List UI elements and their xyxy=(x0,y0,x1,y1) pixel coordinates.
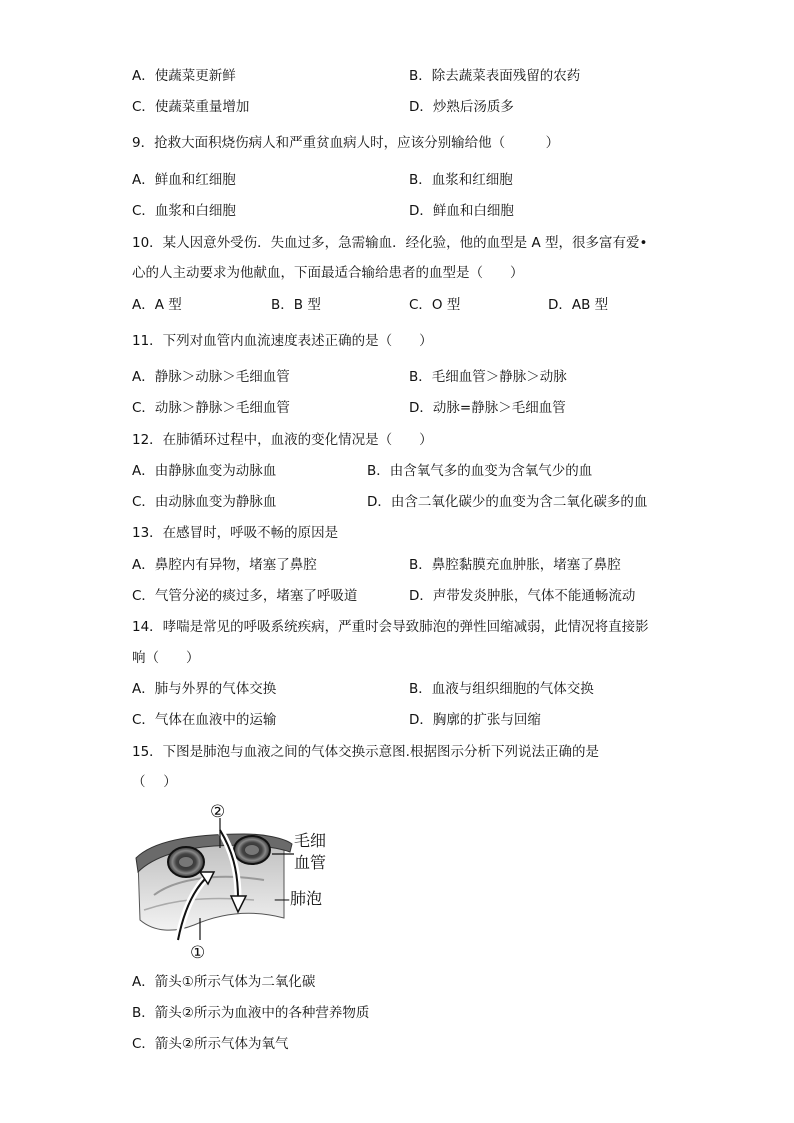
q14-stem-line2: 响（ ） xyxy=(132,650,200,666)
q11-option-a: A．静脉＞动脉＞毛细血管 xyxy=(132,369,290,385)
q13-stem: 13．在感冒时，呼吸不畅的原因是 xyxy=(132,525,339,541)
q10-stem-line2: 心的人主动要求为他献血，下面最适合输给患者的血型是（ ） xyxy=(132,265,524,281)
q13-option-a: A．鼻腔内有异物，堵塞了鼻腔 xyxy=(132,557,317,573)
q14-option-b: B．血液与组织细胞的气体交换 xyxy=(409,681,594,697)
q14-option-c: C．气体在血液中的运输 xyxy=(132,712,277,728)
label-circle-1: ① xyxy=(190,943,206,963)
q13-option-c: C．气管分泌的痰过多，堵塞了呼吸道 xyxy=(132,588,358,604)
q15-option-b: B．箭头②所示为血液中的各种营养物质 xyxy=(132,1005,370,1021)
q13-option-d: D．声带发炎肿胀，气体不能通畅流动 xyxy=(409,588,636,604)
q15-stem-line2: （ ） xyxy=(132,774,177,790)
q10-option-c: C．O 型 xyxy=(409,297,461,313)
q9-option-d: D．鲜血和白细胞 xyxy=(409,203,514,219)
q14-option-d: D．胸廓的扩张与回缩 xyxy=(409,712,541,728)
q9-option-c: C．血浆和白细胞 xyxy=(132,203,236,219)
q8-option-c: C．使蔬菜重量增加 xyxy=(132,99,250,115)
q11-stem: 11．下列对血管内血流速度表述正确的是（ ） xyxy=(132,333,433,349)
q12-stem: 12．在肺循环过程中，血液的变化情况是（ ） xyxy=(132,432,433,448)
label-alveolus: —肺泡 xyxy=(274,889,323,908)
q8-option-a: A．使蔬菜更新鲜 xyxy=(132,68,236,84)
q11-option-c: C．动脉＞静脉＞毛细血管 xyxy=(132,400,290,416)
q11-option-b: B．毛细血管＞静脉＞动脉 xyxy=(409,369,567,385)
label-capillary-line1: 毛细 xyxy=(294,831,327,850)
gas-exchange-figure xyxy=(134,800,350,966)
q11-option-d: D．动脉=静脉＞毛细血管 xyxy=(409,400,566,416)
q10-option-d: D．AB 型 xyxy=(548,297,609,313)
q15-stem-line1: 15．下图是肺泡与血液之间的气体交换示意图.根据图示分析下列说法正确的是 xyxy=(132,744,599,760)
q10-option-a: A．A 型 xyxy=(132,297,182,313)
q12-option-a: A．由静脉血变为动脉血 xyxy=(132,463,277,479)
q12-option-d: D．由含二氧化碳少的血变为含二氧化碳多的血 xyxy=(367,494,648,510)
label-circle-2: ② xyxy=(210,802,226,822)
q13-option-b: B．鼻腔黏膜充血肿胀，堵塞了鼻腔 xyxy=(409,557,621,573)
q10-option-b: B．B 型 xyxy=(271,297,321,313)
q14-stem-line1: 14．哮喘是常见的呼吸系统疾病，严重时会导致肺泡的弹性回缩减弱，此情况将直接影 xyxy=(132,619,649,635)
q10-stem-line1: 10．某人因意外受伤．失血过多，急需输血．经化验，他的血型是 A 型，很多富有爱• xyxy=(132,235,648,251)
q9-option-b: B．血浆和红细胞 xyxy=(409,172,513,188)
q8-option-d: D．炒熟后汤质多 xyxy=(409,99,514,115)
q15-option-c: C．箭头②所示气体为氧气 xyxy=(132,1036,289,1052)
q15-option-a: A．箭头①所示气体为二氧化碳 xyxy=(132,974,316,990)
q9-option-a: A．鲜血和红细胞 xyxy=(132,172,236,188)
blood-cell-right-center xyxy=(245,845,259,855)
q12-option-b: B．由含氧气多的血变为含氧气少的血 xyxy=(367,463,593,479)
q14-option-a: A．肺与外界的气体交换 xyxy=(132,681,277,697)
blood-cell-left-center xyxy=(179,857,193,867)
q12-option-c: C．由动脉血变为静脉血 xyxy=(132,494,277,510)
q9-stem: 9．抢救大面积烧伤病人和严重贫血病人时，应该分别输给他（ ） xyxy=(132,135,560,151)
q8-option-b: B．除去蔬菜表面残留的农药 xyxy=(409,68,581,84)
label-capillary-line2: 血管 xyxy=(294,853,327,872)
